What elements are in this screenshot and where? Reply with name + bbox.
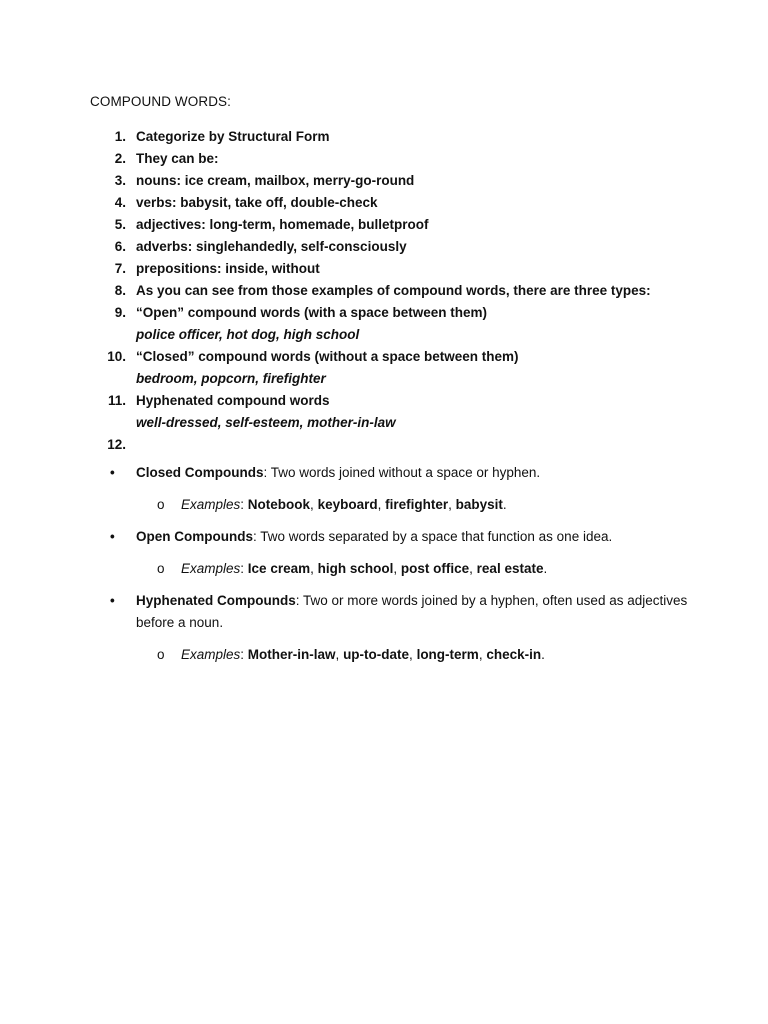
document-title: COMPOUND WORDS: (90, 94, 231, 109)
item-text: Categorize by Structural Form (136, 129, 330, 144)
examples-line: o Examples: Notebook, keyboard, firefighter, babysit. (90, 494, 710, 516)
numbered-item (90, 346, 690, 390)
item-text: prepositions: inside, without (136, 261, 320, 276)
examples-label: Examples (181, 561, 241, 576)
numbered-item (90, 148, 690, 170)
examples-label: Examples (181, 647, 241, 662)
bullet-desc: : Two words joined without a space or hyphen. (263, 465, 541, 480)
item-number: 2. (114, 151, 126, 166)
item-text: They can be: (136, 151, 219, 166)
bullet-item-open (90, 526, 710, 580)
item-text: adverbs: singlehandedly, self-consciously (136, 239, 407, 254)
numbered-item (90, 280, 690, 302)
item-number: 4. (114, 195, 126, 210)
bullet-icon: • (110, 465, 115, 480)
item-text: verbs: babysit, take off, double-check (136, 195, 378, 210)
numbered-item (90, 214, 690, 236)
example-word: Ice cream (247, 561, 311, 576)
examples-line: o Examples: Mother-in-law, up-to-date, long-term, check-in. (90, 644, 710, 666)
bullet-desc: : Two words separated by a space that function as one idea. (253, 529, 613, 544)
example-word: Mother-in-law (247, 647, 336, 662)
item-text: adjectives: long-term, homemade, bulletproof (136, 217, 429, 232)
item-number: 9. (114, 305, 126, 320)
numbered-item (90, 170, 690, 192)
example-word: keyboard (317, 497, 378, 512)
example-word: check-in (486, 647, 542, 662)
examples-line: o Examples: Ice cream, high school, post office, real estate. (90, 558, 710, 580)
bullet-list (90, 462, 710, 676)
numbered-item (90, 126, 690, 148)
numbered-item (90, 302, 690, 346)
example-word: long-term (416, 647, 479, 662)
example-word: post office (400, 561, 470, 576)
item-examples: well-dressed, self-esteem, mother-in-law (136, 415, 396, 430)
bullet-icon: • (110, 593, 115, 608)
item-examples: bedroom, popcorn, firefighter (136, 371, 326, 386)
bullet-term: Closed Compounds (136, 465, 264, 480)
sub-bullet-icon: o (157, 497, 165, 512)
item-number: 3. (114, 173, 126, 188)
numbered-item (90, 236, 690, 258)
sub-bullet-icon: o (157, 647, 165, 662)
item-text: nouns: ice cream, mailbox, merry-go-round (136, 173, 415, 188)
sub-bullet-icon: o (157, 561, 165, 576)
bullet-item-closed (90, 462, 710, 516)
example-word: high school (317, 561, 394, 576)
item-text: Hyphenated compound words (136, 393, 330, 408)
numbered-item (90, 258, 690, 280)
item-text: “Open” compound words (with a space between them) (136, 305, 488, 320)
item-number: 6. (114, 239, 126, 254)
numbered-item (90, 434, 690, 456)
example-word: up-to-date (343, 647, 410, 662)
bullet-item-hyphenated (90, 590, 710, 666)
bullet-icon: • (110, 529, 115, 544)
item-number: 8. (114, 283, 126, 298)
item-examples: police officer, hot dog, high school (136, 327, 360, 342)
item-text: As you can see from those examples of compound words, there are three types: (136, 283, 651, 298)
item-number: 10. (107, 349, 126, 364)
item-number: 5. (114, 217, 126, 232)
numbered-item (90, 390, 690, 434)
bullet-term: Open Compounds (136, 529, 253, 544)
example-word: firefighter (385, 497, 449, 512)
example-word: babysit (455, 497, 503, 512)
numbered-item (90, 192, 690, 214)
bullet-term: Hyphenated Compounds (136, 593, 296, 608)
item-number: 1. (114, 129, 126, 144)
item-number: 11. (107, 393, 126, 408)
bullet-desc: : Two or more words joined by a hyphen, often used as adjectives before a noun. (136, 593, 688, 630)
numbered-list (90, 126, 690, 456)
example-word: Notebook (247, 497, 311, 512)
item-number: 12. (107, 437, 126, 452)
item-number: 7. (114, 261, 126, 276)
examples-label: Examples (181, 497, 241, 512)
item-text: “Closed” compound words (without a space between them) (136, 349, 519, 364)
example-word: real estate (476, 561, 544, 576)
